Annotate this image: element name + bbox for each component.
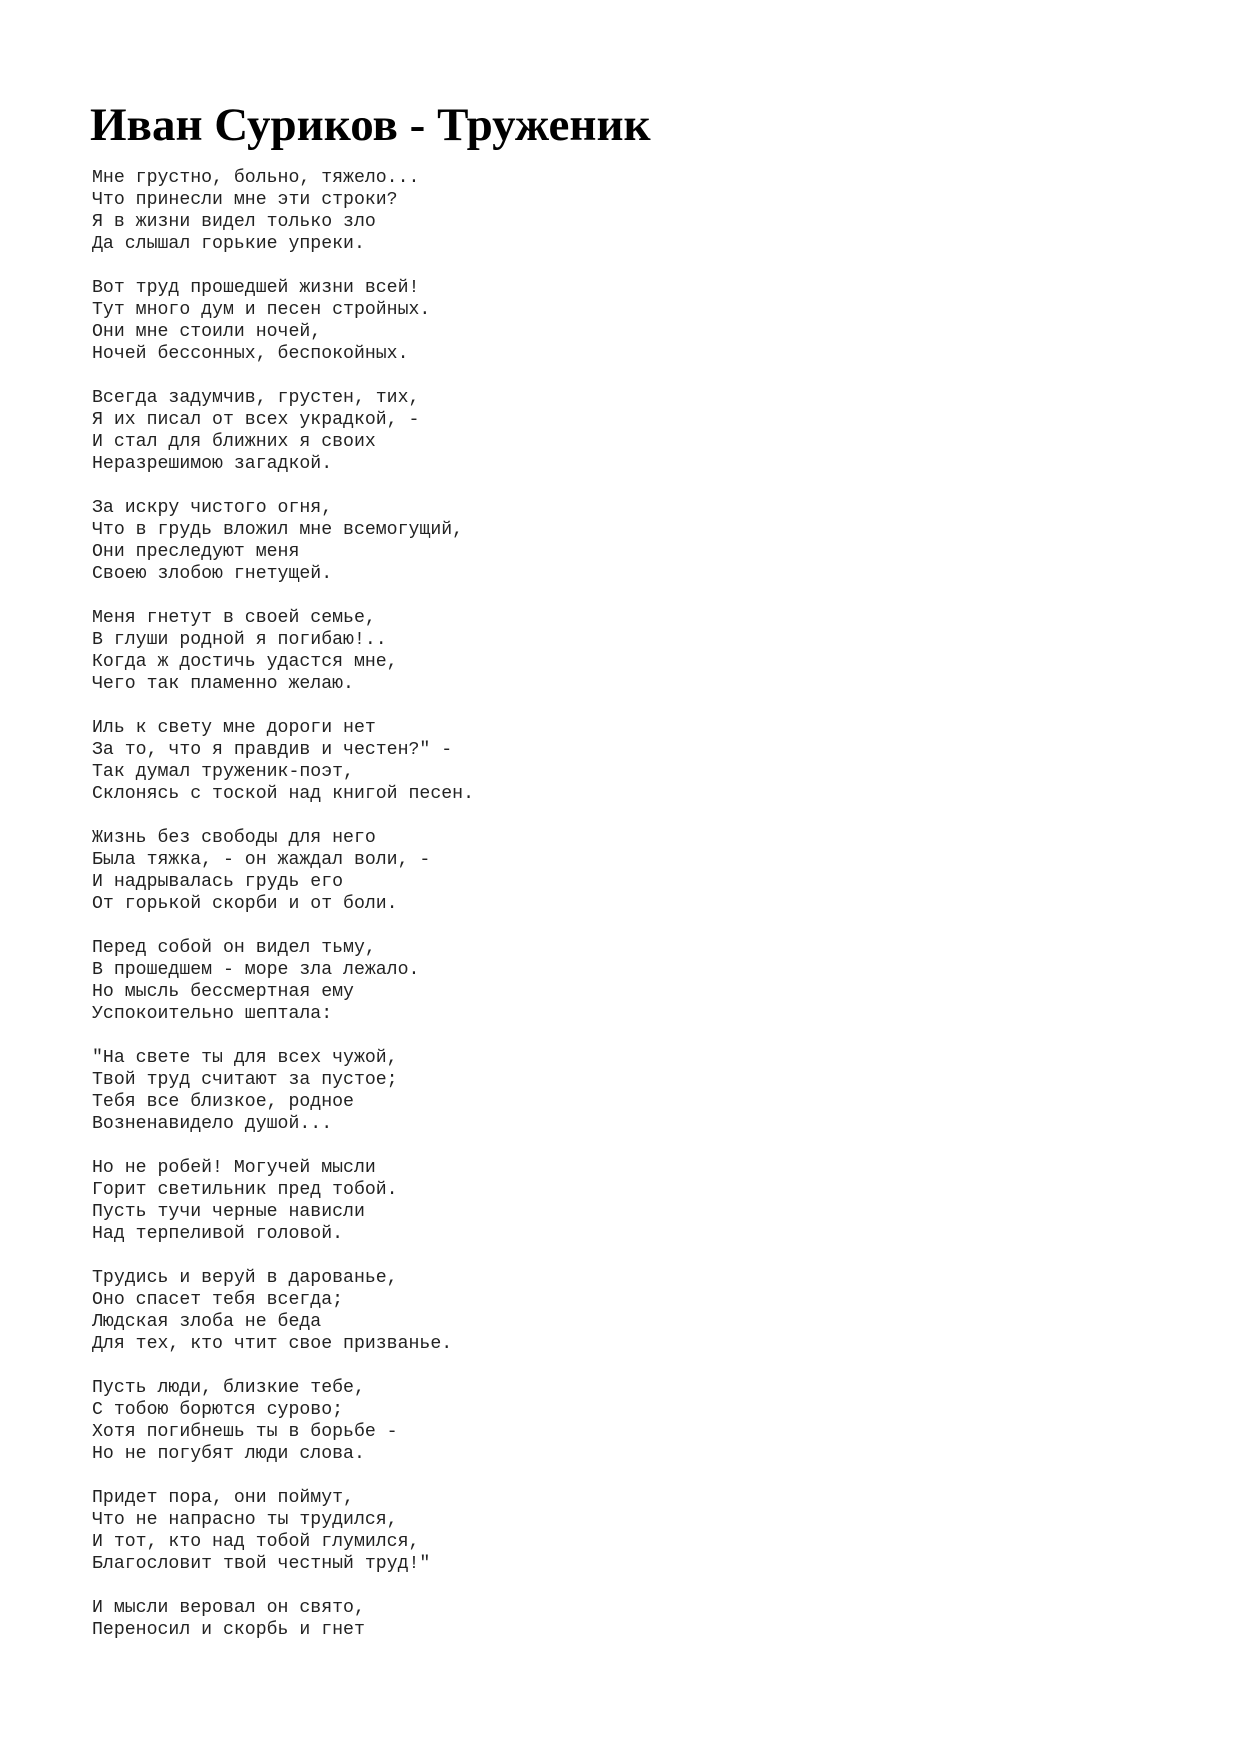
- poem-line: В глуши родной я погибаю!..: [92, 630, 387, 650]
- poem-line: Придет пора, они поймут,: [92, 1488, 354, 1508]
- poem-line: Что в грудь вложил мне всемогущий,: [92, 520, 464, 540]
- stanza: [92, 497, 474, 585]
- stanza: [92, 1377, 474, 1465]
- poem-line: Мне грустно, больно, тяжело...: [92, 168, 420, 188]
- poem-line: Своею злобою гнетущей.: [92, 564, 333, 584]
- poem-line: Я в жизни видел только зло: [92, 212, 376, 232]
- poem-line: За то, что я правдив и честен?" -: [92, 740, 453, 760]
- poem-line: Людская злоба не беда: [92, 1312, 322, 1332]
- poem-line: Они мне стоили ночей,: [92, 322, 322, 342]
- poem-line: Хотя погибнешь ты в борьбе -: [92, 1422, 398, 1442]
- poem-line: Но не погубят люди слова.: [92, 1444, 365, 1464]
- stanza: [92, 937, 474, 1025]
- poem-line: Жизнь без свободы для него: [92, 828, 376, 848]
- poem-line: Что не напрасно ты трудился,: [92, 1510, 398, 1530]
- poem-line: Меня гнетут в своей семье,: [92, 608, 376, 628]
- poem-line: С тобою борются сурово;: [92, 1400, 344, 1420]
- poem-line: Тебя все близкое, родное: [92, 1092, 354, 1112]
- stanza: [92, 387, 474, 475]
- stanza: [92, 277, 474, 365]
- poem-line: Пусть люди, близкие тебе,: [92, 1378, 365, 1398]
- poem-line: Что принесли мне эти строки?: [92, 190, 398, 210]
- stanza: [92, 1267, 474, 1355]
- poem-line: Так думал труженик-поэт,: [92, 762, 354, 782]
- stanza: [92, 827, 474, 915]
- poem-line: Пусть тучи черные нависли: [92, 1202, 365, 1222]
- poem-line: Они преследуют меня: [92, 542, 300, 562]
- poem-line: Да слышал горькие упреки.: [92, 234, 365, 254]
- poem-title: Иван Суриков - Труженик: [90, 99, 651, 151]
- poem-line: В прошедшем - море зла лежало.: [92, 960, 420, 980]
- poem-line: Оно спасет тебя всегда;: [92, 1290, 344, 1310]
- poem-line: Неразрешимою загадкой.: [92, 454, 333, 474]
- poem-line: Когда ж достичь удастся мне,: [92, 652, 398, 672]
- poem-line: Вот труд прошедшей жизни всей!: [92, 278, 420, 298]
- poem-line: Всегда задумчив, грустен, тих,: [92, 388, 420, 408]
- poem-line: Твой труд считают за пустое;: [92, 1070, 398, 1090]
- stanza: [92, 1047, 474, 1135]
- poem-line: Горит светильник пред тобой.: [92, 1180, 398, 1200]
- poem-line: Для тех, кто чтит свое призванье.: [92, 1334, 453, 1354]
- poem-line: И стал для ближних я своих: [92, 432, 376, 452]
- poem-line: Я их писал от всех украдкой, -: [92, 410, 420, 430]
- poem-body: [92, 167, 474, 1663]
- poem-line: И тот, кто над тобой глумился,: [92, 1532, 420, 1552]
- poem-line: Тут много дум и песен стройных.: [92, 300, 431, 320]
- stanza: [92, 167, 474, 255]
- poem-line: За искру чистого огня,: [92, 498, 333, 518]
- stanza: [92, 1487, 474, 1575]
- poem-line: Возненавидело душой...: [92, 1114, 333, 1134]
- poem-line: Иль к свету мне дороги нет: [92, 718, 376, 738]
- poem-line: От горькой скорби и от боли.: [92, 894, 398, 914]
- poem-line: Но не робей! Могучей мысли: [92, 1158, 376, 1178]
- poem-line: Трудись и веруй в дарованье,: [92, 1268, 398, 1288]
- stanza: [92, 1597, 474, 1641]
- poem-line: Перед собой он видел тьму,: [92, 938, 376, 958]
- stanza: [92, 1157, 474, 1245]
- poem-line: Но мысль бессмертная ему: [92, 982, 354, 1002]
- poem-line: Успокоительно шептала:: [92, 1004, 333, 1024]
- poem-line: Склонясь с тоской над книгой песен.: [92, 784, 474, 804]
- poem-line: Над терпеливой головой.: [92, 1224, 344, 1244]
- poem-line: Ночей бессонных, беспокойных.: [92, 344, 409, 364]
- poem-line: Была тяжка, - он жаждал воли, -: [92, 850, 431, 870]
- poem-line: Переносил и скорбь и гнет: [92, 1620, 365, 1640]
- poem-line: И надрывалась грудь его: [92, 872, 344, 892]
- poem-line: "На свете ты для всех чужой,: [92, 1048, 398, 1068]
- stanza: [92, 607, 474, 695]
- poem-line: И мысли веровал он свято,: [92, 1598, 365, 1618]
- poem-line: Благословит твой честный труд!": [92, 1554, 431, 1574]
- stanza: [92, 717, 474, 805]
- poem-line: Чего так пламенно желаю.: [92, 674, 354, 694]
